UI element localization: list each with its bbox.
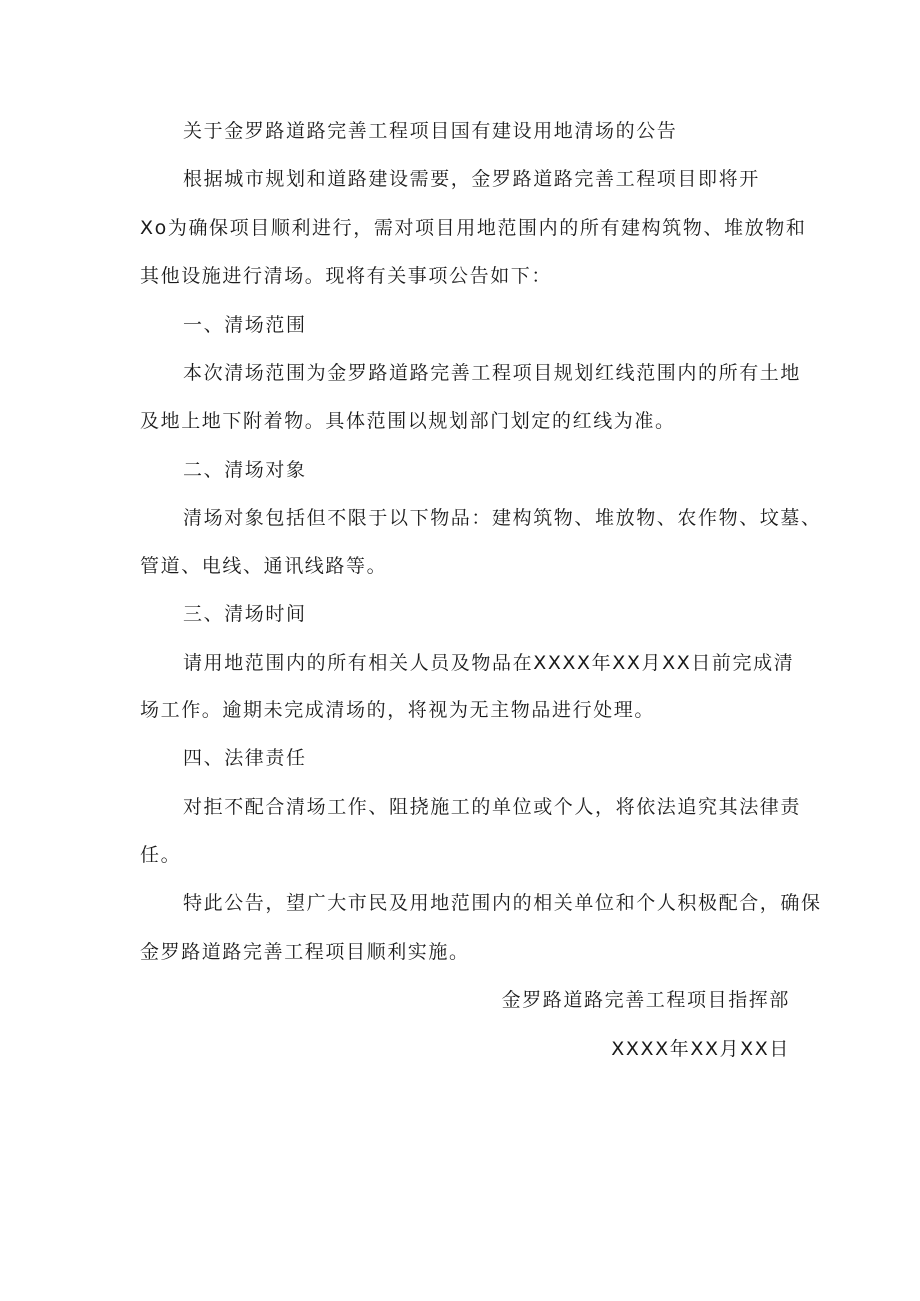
section-3-heading: 三、清场时间: [183, 603, 307, 625]
section-2-line-1: 清场对象包括但不限于以下物品：建构筑物、堆放物、农作物、坟墓、: [183, 507, 822, 529]
section-3-line-1: 请用地范围内的所有相关人员及物品在XXXX年XX月XX日前完成清: [183, 652, 795, 674]
section-4-heading: 四、法律责任: [183, 747, 307, 769]
section-2-heading: 二、清场对象: [183, 459, 307, 481]
notice-title: 关于金罗路道路完善工程项目国有建设用地清场的公告: [183, 120, 678, 142]
section-1-heading: 一、清场范围: [183, 314, 307, 336]
closing-line-2: 金罗路道路完善工程项目顺利实施。: [140, 941, 470, 963]
section-2-line-2: 管道、电线、通讯线路等。: [140, 555, 388, 577]
section-4-line-1: 对拒不配合清场工作、阻挠施工的单位或个人，将依法追究其法律责: [183, 796, 802, 818]
section-1-line-1: 本次清场范围为金罗路道路完善工程项目规划红线范围内的所有土地: [183, 362, 802, 384]
section-1-line-2: 及地上地下附着物。具体范围以规划部门划定的红线为准。: [140, 410, 676, 432]
intro-line-1: 根据城市规划和道路建设需要，金罗路道路完善工程项目即将开: [183, 168, 760, 190]
section-3-line-2: 场工作。逾期未完成清场的，将视为无主物品进行处理。: [140, 699, 656, 721]
closing-line-1: 特此公告，望广大市民及用地范围内的相关单位和个人积极配合，确保: [183, 892, 822, 914]
intro-line-3: 其他设施进行清场。现将有关事项公告如下：: [140, 265, 553, 287]
section-4-line-2: 任。: [140, 844, 182, 866]
signature: 金罗路道路完善工程项目指挥部: [501, 989, 790, 1011]
notice-date: XXXX年XX月XX日: [611, 1038, 790, 1060]
intro-line-2: Xo为确保项目顺利进行，需对项目用地范围内的所有建构筑物、堆放物和: [140, 217, 807, 239]
